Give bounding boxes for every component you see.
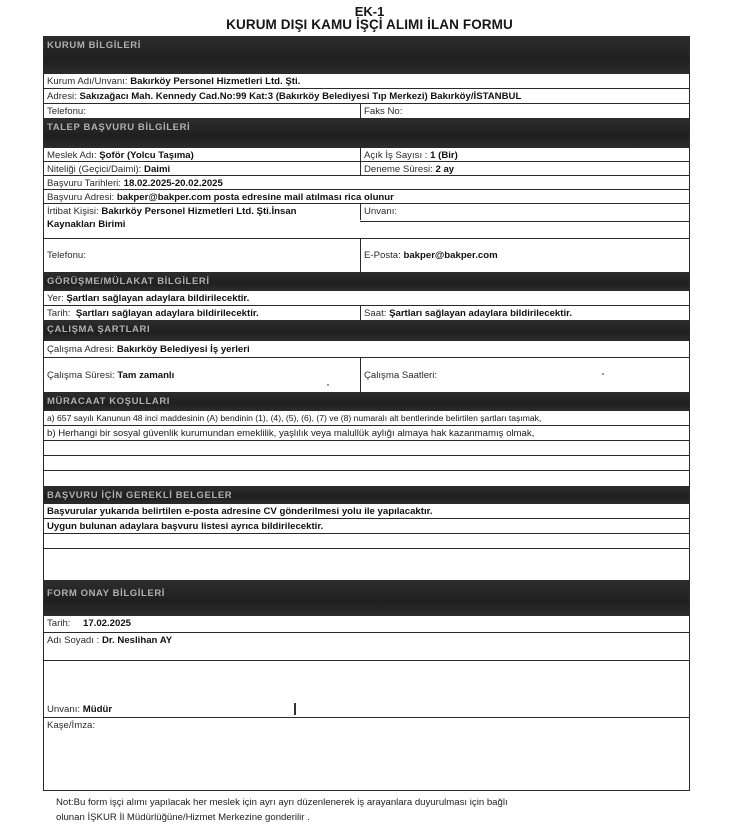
row-unvani xyxy=(44,660,689,717)
muracaat-item-a[interactable]: a) 657 sayılı Kanunun 48 inci maddesinin (A) bendinin (1), (4), (5), (6), (7) ve (8) numaralı alt bentlerinde belirtilen şartları taşımak, xyxy=(47,413,542,423)
divider xyxy=(360,221,689,222)
belgeler-item-2[interactable]: Uygun bulunan adaylara başvuru listesi ayrıca bildirilecektir. xyxy=(47,521,324,532)
kurum-adres-value: Sakızağacı Mah. Kennedy Cad.No:99 Kat:3 (Bakırköy Belediyesi Tıp Merkezi) Bakırköy/İSTANBUL xyxy=(79,91,522,102)
section-title: ÇALIŞMA ŞARTLARI xyxy=(47,324,151,335)
muracaat-item-d[interactable] xyxy=(44,456,689,470)
gorusme-saat-value: Şartları sağlayan adaylara bildirilecektir. xyxy=(389,308,572,319)
belgeler-item xyxy=(44,503,689,518)
footer-note xyxy=(56,795,696,825)
irtibat-kisisi-value: Bakırköy Personel Hizmetleri Ltd. Şti.İnsan Kaynakları Birimi xyxy=(47,206,297,230)
muracaat-item xyxy=(44,455,689,470)
irtibat-kisisi-field[interactable]: İrtibat Kişisi: Bakırköy Personel Hizmetleri Ltd. Şti.İnsan Kaynakları Birimi xyxy=(47,206,297,230)
row-basvuru-tarihleri xyxy=(44,175,689,189)
scan-speck xyxy=(602,373,604,375)
row-yer xyxy=(44,290,689,305)
belgeler-item-1[interactable]: Başvurular yukarıda belirtilen e-posta adresine CV gönderilmesi yolu ile yapılacaktır. xyxy=(47,506,433,517)
gorusme-yer-field[interactable]: Yer: Şartları sağlayan adaylara bildirilecektir. xyxy=(47,293,250,304)
belgeler-item xyxy=(44,548,689,580)
acik-is-field[interactable]: Açık İş Sayısı : 1 (Bir) xyxy=(360,148,689,161)
gorusme-yer-value: Şartları sağlayan adaylara bildirilecektir. xyxy=(66,293,250,304)
gorusme-saat-field[interactable]: Saat: Şartları sağlayan adaylara bildirilecektir. xyxy=(360,306,689,320)
section-title: TALEP BAŞVURU BİLGİLERİ xyxy=(47,122,191,133)
deneme-suresi-value: 2 ay xyxy=(435,164,455,175)
annex-label: EK-1 xyxy=(354,4,385,19)
section-header-calisma xyxy=(44,320,689,340)
muracaat-item xyxy=(44,425,689,440)
kurum-adi-value: Bakırköy Personel Hizmetleri Ltd. Şti. xyxy=(130,76,301,87)
row-kase-imza xyxy=(44,717,689,791)
calisma-saatleri-field[interactable]: Çalışma Saatleri: xyxy=(360,358,689,392)
section-header-onay xyxy=(44,580,689,615)
gorusme-tarih-field[interactable]: Tarih: Şartları sağlayan adaylara bildirilecektir. xyxy=(47,308,259,319)
form-title: KURUM DIŞI KAMU İŞÇİ ALIMI İLAN FORMU xyxy=(226,17,513,32)
eposta-value: bakper@bakper.com xyxy=(403,250,498,261)
acik-is-value: 1 (Bir) xyxy=(430,150,458,161)
kurum-adres-field[interactable]: Adresi: Sakızağacı Mah. Kennedy Cad.No:99 Kat:3 (Bakırköy Belediyesi Tıp Merkezi) Bakırköy/İSTANBUL xyxy=(47,91,522,102)
irtibat-telefon-field[interactable]: Telefonu: xyxy=(47,250,86,261)
muracaat-item-b[interactable]: b) Herhangi bir sosyal güvenlik kurumundan emeklilik, yaşlılık veya malullük aylığı almaya hak kazanmamış olmak, xyxy=(47,428,535,439)
adi-soyadi-value: Dr. Neslihan AY xyxy=(101,635,173,646)
onay-unvani-value: Müdür xyxy=(82,704,113,715)
row-calisma-adresi xyxy=(44,340,689,357)
kurum-telefon-field[interactable]: Telefonu: xyxy=(47,106,86,117)
section-header-gorusme xyxy=(44,272,689,290)
scan-speck xyxy=(327,384,329,386)
belgeler-item xyxy=(44,518,689,533)
section-title: MÜRACAAT KOŞULLARI xyxy=(47,396,171,407)
deneme-suresi-field[interactable]: Deneme Süresi: 2 ay xyxy=(360,162,689,175)
meslek-field[interactable]: Meslek Adı: Şoför (Yolcu Taşıma) xyxy=(47,150,194,161)
basvuru-tarihleri-value: 18.02.2025-20.02.2025 xyxy=(123,178,223,189)
muracaat-item xyxy=(44,440,689,455)
basvuru-tarihleri-field[interactable]: Başvuru Tarihleri: 18.02.2025-20.02.2025 xyxy=(47,178,223,189)
note-line-2: olunan İŞKUR İl Müdürlüğüne/Hizmet Merkezine gonderilir . xyxy=(56,812,310,823)
muracaat-item-e[interactable] xyxy=(44,471,689,486)
muracaat-item xyxy=(44,410,689,425)
section-title: GÖRÜŞME/MÜLAKAT BİLGİLERİ xyxy=(47,276,210,287)
belgeler-item-3[interactable] xyxy=(44,534,689,548)
belgeler-item-4[interactable] xyxy=(44,549,689,580)
row-calisma-sure-saat xyxy=(44,357,689,392)
row-meslek xyxy=(44,147,689,161)
calisma-suresi-field[interactable]: Çalışma Süresi: Tam zamanlı xyxy=(47,369,175,381)
section-header-kurum xyxy=(44,36,689,73)
calisma-suresi-value: Tam zamanlı xyxy=(117,369,175,381)
eposta-field[interactable]: E-Posta: bakper@bakper.com xyxy=(360,239,689,272)
job-posting-form xyxy=(43,36,690,791)
onay-tarih-field[interactable]: Tarih: 17.02.2025 xyxy=(47,618,132,629)
niteligi-value: Daimi xyxy=(144,164,171,175)
niteligi-field[interactable]: Niteliği (Geçici/Daimi): Daimi xyxy=(47,164,171,175)
section-header-talep xyxy=(44,118,689,147)
note-line-1: Not:Bu form işçi alımı yapılacak her meslek için ayrı ayrı düzenlenerek iş arayanlara duyurulması için bağlı xyxy=(56,797,508,808)
row-tarih-saat xyxy=(44,305,689,320)
calisma-adresi-value: Bakırköy Belediyesi İş yerleri xyxy=(116,344,250,355)
row-telefon-eposta xyxy=(44,238,689,272)
muracaat-item xyxy=(44,470,689,486)
row-adres xyxy=(44,88,689,103)
onay-unvani-field[interactable]: Unvanı: Müdür xyxy=(47,704,113,715)
calisma-adresi-field[interactable]: Çalışma Adresi: Bakırköy Belediyesi İş yerleri xyxy=(47,344,250,355)
belgeler-item xyxy=(44,533,689,548)
basvuru-adresi-value: bakper@bakper.com posta edresine mail atılması rica olunur xyxy=(116,192,394,203)
meslek-value: Şoför (Yolcu Taşıma) xyxy=(99,150,194,161)
row-irtibat xyxy=(44,203,689,238)
adi-soyadi-field[interactable]: Adı Soyadı : Dr. Neslihan AY xyxy=(47,635,173,646)
row-basvuru-adresi xyxy=(44,189,689,203)
onay-tarih-value: 17.02.2025 xyxy=(83,618,132,629)
row-adi-soyadi xyxy=(44,632,689,660)
row-telefon-faks xyxy=(44,103,689,118)
irtibat-unvani-field[interactable]: Unvanı: xyxy=(360,204,689,220)
cursor-mark xyxy=(294,703,296,715)
section-header-muracaat xyxy=(44,392,689,410)
kurum-adi-field[interactable]: Kurum Adı/Unvanı: Bakırköy Personel Hizmetleri Ltd. Şti. xyxy=(47,76,301,87)
row-kurum-adi xyxy=(44,73,689,88)
basvuru-adresi-field[interactable]: Başvuru Adresi: bakper@bakper.com posta edresine mail atılması rica olunur xyxy=(47,192,394,203)
muracaat-item-c[interactable] xyxy=(44,441,689,455)
kurum-faks-field[interactable]: Faks No: xyxy=(360,104,689,118)
section-header-belgeler xyxy=(44,486,689,503)
kase-imza-field[interactable]: Kaşe/İmza: xyxy=(47,720,95,731)
gorusme-tarih-value: Şartları sağlayan adaylara bildirilecektir. xyxy=(75,308,259,319)
section-title: FORM ONAY BİLGİLERİ xyxy=(47,588,166,599)
row-niteligi xyxy=(44,161,689,175)
section-title: KURUM BİLGİLERİ xyxy=(47,40,141,51)
section-title: BAŞVURU İÇİN GEREKLİ BELGELER xyxy=(47,490,233,501)
row-onay-tarih xyxy=(44,615,689,632)
